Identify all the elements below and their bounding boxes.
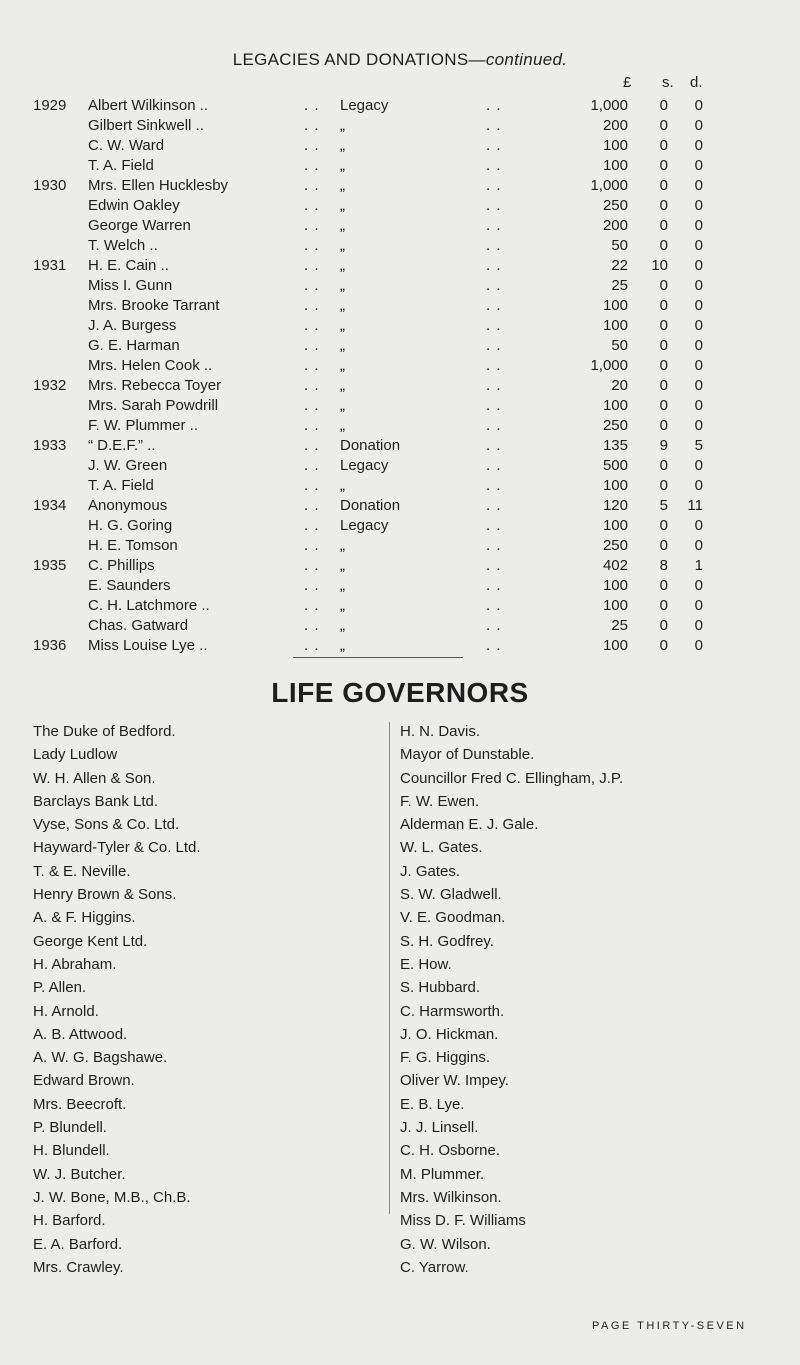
amount-pounds: 100 [602,517,628,534]
amount-pence: 0 [694,97,703,114]
donor-name: Edwin Oakley [88,197,180,214]
governor-entry: Hayward-Tyler & Co. Ltd. [33,839,201,857]
ledger-row [0,236,800,256]
governor-entry: S. Hubbard. [400,979,481,997]
amount-pence: 0 [694,517,703,534]
dot-leader: . . [304,617,320,634]
gift-type: „ [340,317,345,334]
amount-pence: 0 [694,337,703,354]
year-cell: 1935 [33,557,67,574]
amount-pounds: 200 [602,117,628,134]
ledger-row [0,316,800,336]
donor-name: Albert Wilkinson .. [88,97,209,114]
governor-entry: P. Blundell. [33,1119,107,1137]
amount-shillings: 9 [659,437,668,454]
governor-entry: H. Arnold. [33,1002,99,1020]
ledger-row [0,436,800,456]
ledger-row [0,336,800,356]
donor-name: Miss Louise Lye .. [88,637,208,654]
ledger-row [0,256,800,276]
governor-entry: Mrs. Wilkinson. [400,1188,502,1206]
amount-pence: 11 [687,497,703,514]
amount-pounds: 135 [602,437,628,454]
amount-pence: 0 [694,357,703,374]
amount-pounds: 20 [611,377,628,394]
section-divider [293,657,463,658]
amount-pence: 0 [694,397,703,414]
legacies-table [0,96,800,656]
governor-entry: A. B. Attwood. [33,1025,128,1043]
ledger-row [0,616,800,636]
ledger-row [0,476,800,496]
donor-name: H. G. Goring [88,517,173,534]
governor-entry: J. O. Hickman. [400,1025,499,1043]
gift-type: „ [340,337,345,354]
dot-leader: . . [304,397,320,414]
donor-name: T. Welch .. [88,237,158,254]
dot-leader: . . [304,457,320,474]
amount-shillings: 0 [659,617,668,634]
governor-entry: E. A. Barford. [33,1235,123,1253]
gift-type: „ [340,397,345,414]
dot-leader: . . [486,397,502,414]
dot-leader: . . [304,377,320,394]
donor-name: Mrs. Helen Cook .. [88,357,213,374]
governor-entry: W. J. Butcher. [33,1165,126,1183]
amount-shillings: 0 [659,217,668,234]
amount-shillings: 0 [659,117,668,134]
dot-leader: . . [304,577,320,594]
page-title-continued: —continued. [468,50,568,69]
donor-name: C. W. Ward [88,137,165,154]
year-cell: 1929 [33,97,67,114]
donor-name: H. E. Tomson [88,537,178,554]
gift-type: „ [340,537,345,554]
dot-leader: . . [486,237,502,254]
amount-pence: 0 [694,477,703,494]
amount-shillings: 0 [659,457,668,474]
dot-leader: . . [486,577,502,594]
donor-name: E. Saunders [88,577,171,594]
dot-leader: . . [486,297,502,314]
governor-entry: J. Gates. [400,862,461,880]
donor-name: Anonymous [88,497,168,514]
donor-name: “ D.E.F.” .. [88,437,156,454]
amount-pounds: 120 [602,497,628,514]
donor-name: C. Phillips [88,557,155,574]
amount-shillings: 0 [659,537,668,554]
donor-name: Mrs. Ellen Hucklesby [88,177,229,194]
amount-pence: 0 [694,257,703,274]
pounds-column-header: £ [623,74,632,91]
ledger-row [0,156,800,176]
amount-shillings: 8 [659,557,668,574]
year-cell: 1931 [33,257,67,274]
amount-pounds: 250 [602,537,628,554]
ledger-row [0,216,800,236]
amount-shillings: 0 [659,157,668,174]
amount-pounds: 22 [611,257,628,274]
governor-entry: H. Abraham. [33,955,117,973]
amount-pounds: 25 [611,617,628,634]
amount-pence: 0 [694,457,703,474]
dot-leader: . . [486,377,502,394]
gift-type: „ [340,137,345,154]
amount-shillings: 0 [659,517,668,534]
amount-shillings: 0 [659,637,668,654]
ledger-row [0,276,800,296]
governor-entry: Miss D. F. Williams [400,1212,526,1230]
dot-leader: . . [486,637,502,654]
gift-type: „ [340,177,345,194]
ledger-row [0,456,800,476]
amount-pence: 0 [694,297,703,314]
amount-pounds: 100 [602,317,628,334]
ledger-row [0,116,800,136]
amount-pounds: 250 [602,197,628,214]
amount-shillings: 0 [659,477,668,494]
ledger-row [0,596,800,616]
amount-pence: 0 [694,637,703,654]
governor-entry: Mrs. Beecroft. [33,1095,127,1113]
governor-entry: F. G. Higgins. [400,1049,491,1067]
amount-shillings: 0 [659,577,668,594]
ledger-row [0,296,800,316]
dot-leader: . . [486,317,502,334]
amount-pence: 0 [694,377,703,394]
governor-entry: F. W. Ewen. [400,792,480,810]
governor-entry: Henry Brown & Sons. [33,886,177,904]
governor-entry: A. W. G. Bagshawe. [33,1049,168,1067]
dot-leader: . . [486,457,502,474]
ledger-row [0,636,800,656]
ledger-row [0,556,800,576]
gift-type: „ [340,157,345,174]
dot-leader: . . [304,417,320,434]
gift-type: „ [340,197,345,214]
governor-entry: C. H. Osborne. [400,1142,501,1160]
amount-pounds: 100 [602,137,628,154]
donor-name: F. W. Plummer .. [88,417,199,434]
governor-entry: The Duke of Bedford. [33,723,176,740]
donor-name: Miss I. Gunn [88,277,173,294]
governor-entry: S. W. Gladwell. [400,886,502,904]
dot-leader: . . [304,257,320,274]
shillings-column-header: s. [662,74,674,91]
dot-leader: . . [486,497,502,514]
life-governors-right-column [400,720,623,1279]
dot-leader: . . [304,297,320,314]
amount-pounds: 100 [602,597,628,614]
dot-leader: . . [304,437,320,454]
amount-pounds: 500 [602,457,628,474]
dot-leader: . . [486,537,502,554]
amount-pence: 0 [694,417,703,434]
governor-entry: George Kent Ltd. [33,932,148,950]
donor-name: Chas. Gatward [88,617,189,634]
ledger-row [0,416,800,436]
donor-name: Mrs. Brooke Tarrant [88,297,220,314]
amount-pounds: 250 [602,417,628,434]
governor-entry: Oliver W. Impey. [400,1072,509,1090]
amount-shillings: 0 [659,237,668,254]
gift-type: „ [340,277,345,294]
dot-leader: . . [486,117,502,134]
dot-leader: . . [304,357,320,374]
governor-entry: Mayor of Dunstable. [400,746,535,764]
gift-type: „ [340,477,345,494]
dot-leader: . . [486,417,502,434]
governor-entry: J. W. Bone, M.B., Ch.B. [33,1188,191,1206]
dot-leader: . . [304,197,320,214]
life-governors-left-column [33,720,201,1279]
amount-pence: 0 [694,217,703,234]
dot-leader: . . [304,277,320,294]
amount-pounds: 1,000 [590,97,628,114]
amount-pence: 1 [694,557,703,574]
gift-type: Legacy [340,97,389,114]
governor-entry: Barclays Bank Ltd. [33,792,159,810]
amount-pounds: 200 [602,217,628,234]
donor-name: J. A. Burgess [88,317,177,334]
governor-entry: H. Barford. [33,1212,106,1230]
ledger-row [0,96,800,116]
dot-leader: . . [486,477,502,494]
donor-name: C. H. Latchmore .. [88,597,210,614]
gift-type: Legacy [340,457,389,474]
gift-type: „ [340,417,345,434]
gift-type: „ [340,117,345,134]
amount-pence: 0 [694,577,703,594]
dot-leader: . . [486,197,502,214]
amount-shillings: 0 [659,177,668,194]
gift-type: Legacy [340,517,389,534]
page-title [0,50,800,70]
amount-shillings: 0 [659,97,668,114]
dot-leader: . . [304,137,320,154]
amount-pounds: 50 [611,337,628,354]
dot-leader: . . [304,637,320,654]
donor-name: T. A. Field [88,157,154,174]
amount-pounds: 100 [602,577,628,594]
amount-shillings: 0 [659,297,668,314]
governor-entry: A. & F. Higgins. [33,909,136,927]
amount-shillings: 5 [659,497,668,514]
gift-type: „ [340,357,345,374]
governor-entry: J. J. Linsell. [400,1119,479,1137]
dot-leader: . . [304,117,320,134]
pence-column-header: d. [690,74,703,91]
gift-type: „ [340,577,345,594]
life-governors-heading: LIFE GOVERNORS [271,677,529,708]
dot-leader: . . [486,177,502,194]
amount-pounds: 100 [602,157,628,174]
gift-type: „ [340,637,345,654]
ledger-row [0,536,800,556]
donor-name: J. W. Green [88,457,168,474]
dot-leader: . . [486,337,502,354]
amount-shillings: 0 [659,377,668,394]
governor-entry: M. Plummer. [400,1165,485,1183]
governor-entry: Vyse, Sons & Co. Ltd. [33,816,180,834]
amount-pounds: 100 [602,397,628,414]
dot-leader: . . [304,317,320,334]
ledger-row [0,176,800,196]
year-cell: 1932 [33,377,67,394]
amount-pounds: 1,000 [590,357,628,374]
gift-type: Donation [340,437,401,454]
governor-entry: G. W. Wilson. [400,1235,491,1253]
dot-leader: . . [486,597,502,614]
amount-pence: 0 [694,537,703,554]
amount-pence: 0 [694,157,703,174]
governor-entry: Alderman E. J. Gale. [400,816,539,834]
dot-leader: . . [486,357,502,374]
gift-type: Donation [340,497,401,514]
amount-shillings: 0 [659,197,668,214]
amount-pence: 0 [694,137,703,154]
ledger-row [0,516,800,536]
governor-entry: E. How. [400,955,452,973]
governor-entry: H. N. Davis. [400,723,481,740]
dot-leader: . . [486,557,502,574]
dot-leader: . . [486,517,502,534]
donor-name: G. E. Harman [88,337,180,354]
ledger-row [0,496,800,516]
gift-type: „ [340,297,345,314]
amount-pounds: 100 [602,637,628,654]
amount-shillings: 0 [659,317,668,334]
dot-leader: . . [304,157,320,174]
ledger-row [0,136,800,156]
donor-name: Gilbert Sinkwell .. [88,117,204,134]
dot-leader: . . [486,617,502,634]
dot-leader: . . [486,437,502,454]
dot-leader: . . [304,497,320,514]
dot-leader: . . [304,517,320,534]
governor-entry: T. & E. Neville. [33,862,131,880]
amount-pence: 0 [694,197,703,214]
amount-pence: 0 [694,177,703,194]
governor-entry: C. Harmsworth. [400,1002,505,1020]
donor-name: George Warren [88,217,191,234]
gift-type: „ [340,617,345,634]
gift-type: „ [340,257,345,274]
governor-entry: P. Allen. [33,979,87,997]
dot-leader: . . [304,177,320,194]
amount-pence: 0 [694,237,703,254]
amount-pence: 0 [694,617,703,634]
dot-leader: . . [486,97,502,114]
page-number: PAGE THIRTY-SEVEN [592,1320,747,1332]
donor-name: Mrs. Rebecca Toyer [88,377,222,394]
amount-pence: 0 [694,597,703,614]
amount-shillings: 0 [659,337,668,354]
amount-pence: 0 [694,117,703,134]
governor-entry: C. Yarrow. [400,1258,469,1276]
dot-leader: . . [486,157,502,174]
amount-shillings: 0 [659,397,668,414]
amount-pounds: 1,000 [590,177,628,194]
amount-shillings: 0 [659,357,668,374]
dot-leader: . . [304,537,320,554]
ledger-row [0,196,800,216]
gift-type: „ [340,217,345,234]
governor-entry: S. H. Godfrey. [400,932,494,950]
dot-leader: . . [486,257,502,274]
dot-leader: . . [304,557,320,574]
amount-pence: 0 [694,317,703,334]
year-cell: 1933 [33,437,67,454]
page-title-main: LEGACIES AND DONATIONS [232,50,469,69]
amount-pounds: 100 [602,297,628,314]
amount-pence: 0 [694,277,703,294]
amount-pence: 5 [694,437,703,454]
ledger-row [0,356,800,376]
donor-name: H. E. Cain .. [88,257,169,274]
governor-entry: Lady Ludlow [33,746,118,764]
year-cell: 1936 [33,637,67,654]
amount-shillings: 0 [659,137,668,154]
governor-entry: E. B. Lye. [400,1095,465,1113]
governor-entry: Councillor Fred C. Ellingham, J.P. [400,769,624,787]
dot-leader: . . [486,277,502,294]
amount-pounds: 50 [611,237,628,254]
amount-pounds: 402 [602,557,628,574]
ledger-row [0,376,800,396]
donor-name: T. A. Field [88,477,154,494]
amount-shillings: 0 [659,277,668,294]
amount-shillings: 0 [659,597,668,614]
gift-type: „ [340,237,345,254]
donor-name: Mrs. Sarah Powdrill [88,397,219,414]
column-divider [389,722,390,1214]
governor-entry: V. E. Goodman. [400,909,506,927]
governor-entry: Mrs. Crawley. [33,1258,124,1276]
dot-leader: . . [304,217,320,234]
dot-leader: . . [304,237,320,254]
dot-leader: . . [486,137,502,154]
dot-leader: . . [304,477,320,494]
amount-shillings: 10 [651,257,668,274]
gift-type: „ [340,597,345,614]
amount-pounds: 25 [611,277,628,294]
ledger-row [0,576,800,596]
governor-entry: H. Blundell. [33,1142,110,1160]
dot-leader: . . [304,597,320,614]
dot-leader: . . [304,337,320,354]
governor-entry: W. H. Allen & Son. [33,769,156,787]
dot-leader: . . [304,97,320,114]
governor-entry: Edward Brown. [33,1072,135,1090]
amount-shillings: 0 [659,417,668,434]
dot-leader: . . [486,217,502,234]
year-cell: 1930 [33,177,67,194]
gift-type: „ [340,557,345,574]
year-cell: 1934 [33,497,67,514]
gift-type: „ [340,377,345,394]
ledger-row [0,396,800,416]
governor-entry: W. L. Gates. [400,839,483,857]
amount-pounds: 100 [602,477,628,494]
